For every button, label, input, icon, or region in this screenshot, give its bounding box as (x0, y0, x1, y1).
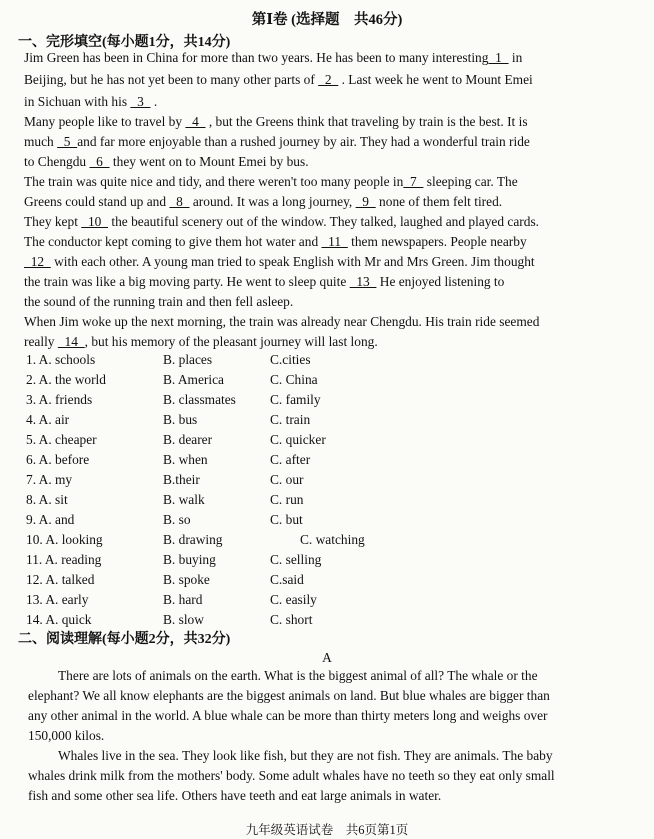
cloze-blank: 12 (24, 254, 51, 269)
cloze-line (24, 254, 535, 270)
cloze-line (24, 154, 309, 170)
option-choice: 7. A. my (26, 472, 73, 487)
option-choice: 1. A. schools (26, 352, 96, 367)
cloze-blank: 1 (488, 50, 509, 65)
option-choice: 2. A. the world (26, 372, 106, 387)
section-reading-heading: 二、阅读理解(每小题2分，共32分) (18, 632, 231, 647)
cloze-text: they went on to Mount Emei by bus. (109, 154, 309, 169)
cloze-line (24, 50, 522, 66)
option-choice: 4. A. air (26, 412, 70, 427)
cloze-blank: 10 (81, 214, 109, 229)
cloze-text: Many people like to travel by (24, 114, 186, 129)
option-choice: 11. A. reading (26, 552, 102, 567)
option-choice: C. selling (270, 552, 322, 567)
cloze-line (24, 294, 293, 310)
cloze-text: in (508, 50, 523, 65)
passage-line: Whales live in the sea. They look like fish, but they are not fish. They are animals. The baby (58, 748, 553, 763)
option-choice: B. so (163, 512, 191, 527)
passage-line: 150,000 kilos. (28, 728, 105, 743)
cloze-text: with each other. A young man tried to speak English with Mr and Mrs Green. Jim thought (50, 254, 535, 269)
cloze-text: He enjoyed listening to (376, 274, 505, 289)
option-choice: C. family (270, 392, 321, 407)
passage-line: There are lots of animals on the earth. What is the biggest animal of all? The whale or the (58, 668, 538, 683)
option-choice: C.said (270, 572, 304, 587)
cloze-blank: 2 (318, 72, 339, 87)
option-choice: B. slow (163, 612, 204, 627)
option-choice: 12. A. talked (26, 572, 95, 587)
cloze-text: the sound of the running train and then fell asleep. (24, 294, 294, 309)
passage-line: whales drink milk from the mothers' body. Some adult whales have no teeth so they eat only small (28, 768, 555, 783)
cloze-line (24, 274, 504, 290)
cloze-blank: 3 (130, 94, 151, 109)
option-choice: 8. A. sit (26, 492, 68, 507)
cloze-blank: 9 (355, 194, 376, 209)
cloze-text: them newspapers. People nearby (347, 234, 527, 249)
page-title: 第Ⅰ卷 (选择题 共46分) (251, 12, 403, 28)
cloze-blank: 5 (57, 134, 78, 149)
cloze-text: the beautiful scenery out of the window. They talked, laughed and played cards. (108, 214, 540, 229)
cloze-text: the train was like a big moving party. He went to sleep quite (24, 274, 350, 289)
cloze-line (24, 214, 539, 230)
option-choice: 6. A. before (26, 452, 90, 467)
cloze-line (24, 194, 502, 210)
option-choice: B. dearer (163, 432, 213, 447)
option-choice: B. drawing (163, 532, 223, 547)
cloze-line (24, 334, 378, 350)
cloze-blank: 13 (349, 274, 377, 289)
option-choice: C. but (270, 512, 303, 527)
cloze-text: . Last week he went to Mount Emei (338, 72, 533, 87)
option-choice: C. watching (300, 532, 365, 547)
cloze-text: really (24, 334, 58, 349)
cloze-line (24, 94, 157, 110)
cloze-line (24, 174, 518, 190)
cloze-text: , but the Greens think that traveling by train is the best. It is (205, 114, 528, 129)
option-choice: B. America (163, 372, 224, 387)
cloze-text: Beijing, but he has not yet been to many other parts of (24, 72, 319, 87)
option-choice: C. our (270, 472, 304, 487)
cloze-text: to Chengdu (24, 154, 90, 169)
cloze-blank: 4 (185, 114, 206, 129)
cloze-line (24, 72, 533, 88)
cloze-text: . (150, 94, 158, 109)
cloze-line (24, 114, 528, 130)
option-choice: B. classmates (163, 392, 236, 407)
page-footer: 九年级英语试卷 共6页第1页 (245, 823, 409, 837)
option-choice: B. walk (163, 492, 205, 507)
option-choice: C. train (270, 412, 311, 427)
cloze-line (24, 234, 527, 250)
cloze-text: around. It was a long journey, (189, 194, 356, 209)
cloze-blank: 8 (169, 194, 190, 209)
cloze-text: and far more enjoyable than a rushed journey by air. They had a wonderful train ride (77, 134, 530, 149)
cloze-text: The train was quite nice and tidy, and there weren't too many people in (24, 174, 404, 189)
option-choice: C. run (270, 492, 304, 507)
cloze-blank: 6 (89, 154, 110, 169)
cloze-text: , but his memory of the pleasant journey will last long. (84, 334, 378, 349)
cloze-text: When Jim woke up the next morning, the train was already near Chengdu. His train ride seemed (24, 314, 540, 329)
option-choice: B. when (163, 452, 208, 467)
option-choice: C. easily (270, 592, 317, 607)
cloze-blank: 11 (321, 234, 348, 249)
cloze-text: They kept (24, 214, 82, 229)
passage-line: elephant? We all know elephants are the biggest animals on land. But blue whales are bigger than (28, 688, 550, 703)
option-choice: 10. A. looking (26, 532, 103, 547)
cloze-text: The conductor kept coming to give them hot water and (24, 234, 322, 249)
option-choice: C. after (270, 452, 311, 467)
section-cloze-heading: 一、完形填空(每小题1分，共14分) (18, 35, 231, 50)
cloze-text: in Sichuan with his (24, 94, 131, 109)
cloze-blank: 7 (403, 174, 424, 189)
cloze-text: Jim Green has been in China for more than two years. He has been to many interesting (24, 50, 489, 65)
option-choice: B. spoke (163, 572, 210, 587)
option-choice: C. short (270, 612, 313, 627)
cloze-text: sleeping car. The (423, 174, 518, 189)
option-choice: 5. A. cheaper (26, 432, 97, 447)
passage-line: any other animal in the world. A blue whale can be more than thirty meters long and weighs over (28, 708, 548, 723)
option-choice: C. quicker (270, 432, 326, 447)
cloze-blank: 14 (57, 334, 85, 349)
option-choice: 13. A. early (26, 592, 89, 607)
cloze-text: much (24, 134, 58, 149)
passage-label: A (322, 650, 332, 665)
option-choice: B. places (163, 352, 213, 367)
passage-line: fish and some other sea life. Others have teeth and eat large animals in water. (28, 788, 442, 803)
option-choice: 14. A. quick (26, 612, 92, 627)
cloze-text: none of them felt tired. (375, 194, 503, 209)
option-choice: B. bus (163, 412, 198, 427)
option-choice: 3. A. friends (26, 392, 93, 407)
cloze-line (24, 314, 539, 330)
option-choice: B.their (163, 472, 200, 487)
option-choice: C.cities (270, 352, 311, 367)
cloze-line (24, 134, 530, 150)
option-choice: B. buying (163, 552, 216, 567)
option-choice: C. China (270, 372, 318, 387)
option-choice: 9. A. and (26, 512, 75, 527)
option-choice: B. hard (163, 592, 203, 607)
cloze-text: Greens could stand up and (24, 194, 170, 209)
